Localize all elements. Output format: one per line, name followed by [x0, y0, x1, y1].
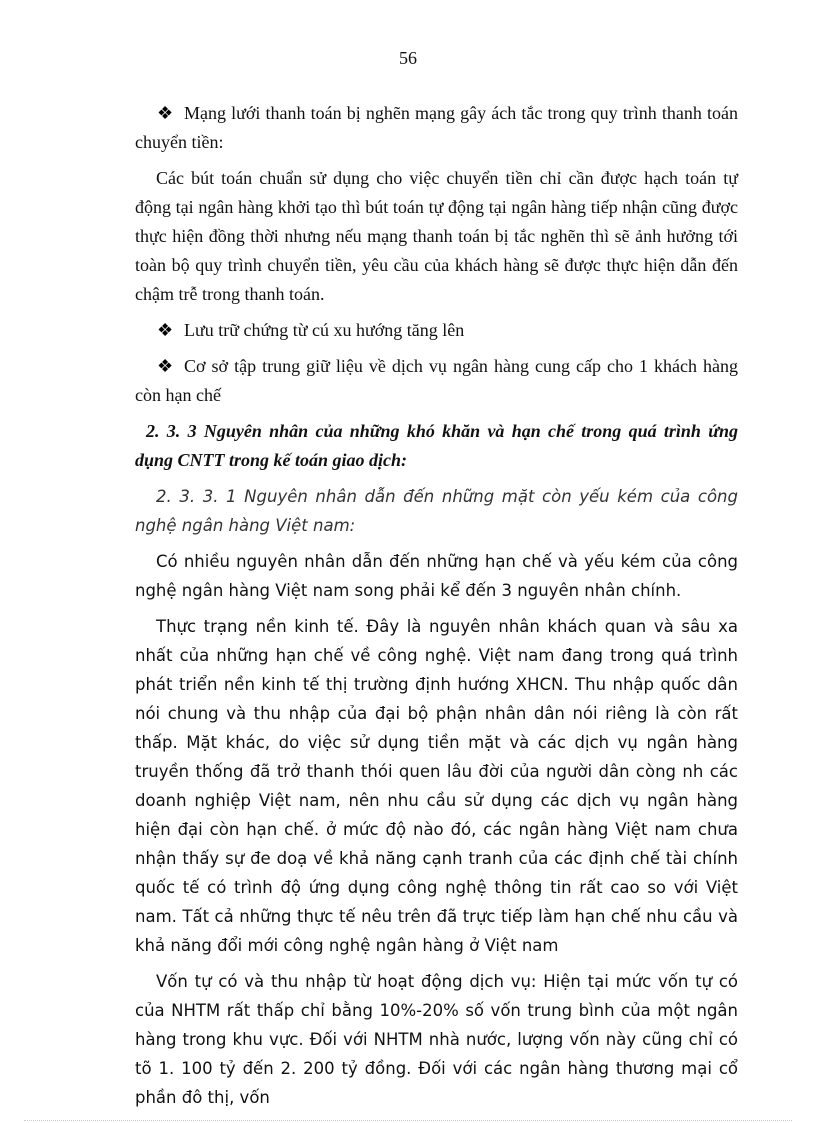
document-body [135, 99, 738, 1119]
bullet-item [135, 99, 738, 157]
paragraph: Có nhiều nguyên nhân dẫn đến những hạn chế và yếu kém của công nghệ ngân hàng Việt nam song phải kể đến 3 nguyên nhân chính. [135, 552, 738, 600]
bullet-text: Cơ sở tập trung giữ liệu về dịch vụ ngân hàng cung cấp cho 1 khách hàng còn hạn chế [135, 356, 738, 405]
bullet-item [135, 316, 738, 345]
bullet-text: Lưu trữ chứng từ cú xu hướng tăng lên [184, 320, 465, 340]
bullet-diamond-icon: ❖ [157, 320, 174, 340]
paragraph: Thực trạng nền kinh tế. Đây là nguyên nhân khách quan và sâu xa nhất của những hạn chế về công nghệ. Việt nam đang trong quá trình phát triển nền kinh tế thị trường định hướng XHCN. Thu nhập quốc dân nói chung và thu nhập của đại bộ phận nhân dân nói riêng là còn rất thấp. Mặt khác, do việc sử dụng tiền mặt và các dịch vụ ngân hàng truyền thống đã trở thanh thói quen lâu đời của người dân còng nh các doanh nghiệp Việt nam, nên nhu cầu sử dụng các dịch vụ ngân hàng hiện đại còn hạn chế. ở mức độ nào đó, các ngân hàng Việt nam chưa nhận thấy sự đe doạ về khả năng cạnh tranh của các định chế tài chính quốc tế có trình độ ứng dụng công nghệ thông tin rất cao so với Việt nam. Tất cả những thực tế nêu trên đã trực tiếp làm hạn chế nhu cầu và khả năng đổi mới công nghệ ngân hàng ở Việt nam [135, 617, 738, 955]
paragraph: Vốn tự có và thu nhập từ hoạt động dịch vụ: Hiện tại mức vốn tự có của NHTM rất thấp chỉ bằng 10%-20% số vốn trung bình của một ngân hàng trong khu vực. Đối với NHTM nhà nước, lượng vốn này cũng chỉ có tõ 1. 100 tỷ đến 2. 200 tỷ đồng. Đối với các ngân hàng thương mại cổ phần đô thị, vốn [135, 972, 738, 1107]
section-heading: 2. 3. 3 Nguyên nhân của những khó khăn và hạn chế trong quá trình ứng dụng CNTT trong kế toán giao dịch: [135, 421, 738, 470]
paragraph: Các bút toán chuẩn sử dụng cho việc chuyển tiền chỉ cần được hạch toán tự động tại ngân hàng khởi tạo thì bút toán tự động tại ngân hàng tiếp nhận cũng được thực hiện đồng thời nhưng nếu mạng thanh toán bị tắc nghẽn thì sẽ ảnh hưởng tới toàn bộ quy trình chuyển tiền, yêu cầu của khách hàng sẽ được thực hiện dẫn đến chậm trễ trong thanh toán. [135, 168, 738, 304]
subsection-heading: 2. 3. 3. 1 Nguyên nhân dẫn đến những mặt còn yếu kém của công nghệ ngân hàng Việt nam: [135, 487, 738, 535]
bullet-diamond-icon: ❖ [157, 103, 174, 123]
page-number: 56 [399, 48, 417, 68]
bullet-item [135, 352, 738, 410]
bullet-diamond-icon: ❖ [157, 356, 174, 376]
bullet-text: Mạng lưới thanh toán bị nghẽn mạng gây ách tắc trong quy trình thanh toán chuyển tiền: [135, 103, 738, 152]
footer-divider [24, 1120, 792, 1121]
